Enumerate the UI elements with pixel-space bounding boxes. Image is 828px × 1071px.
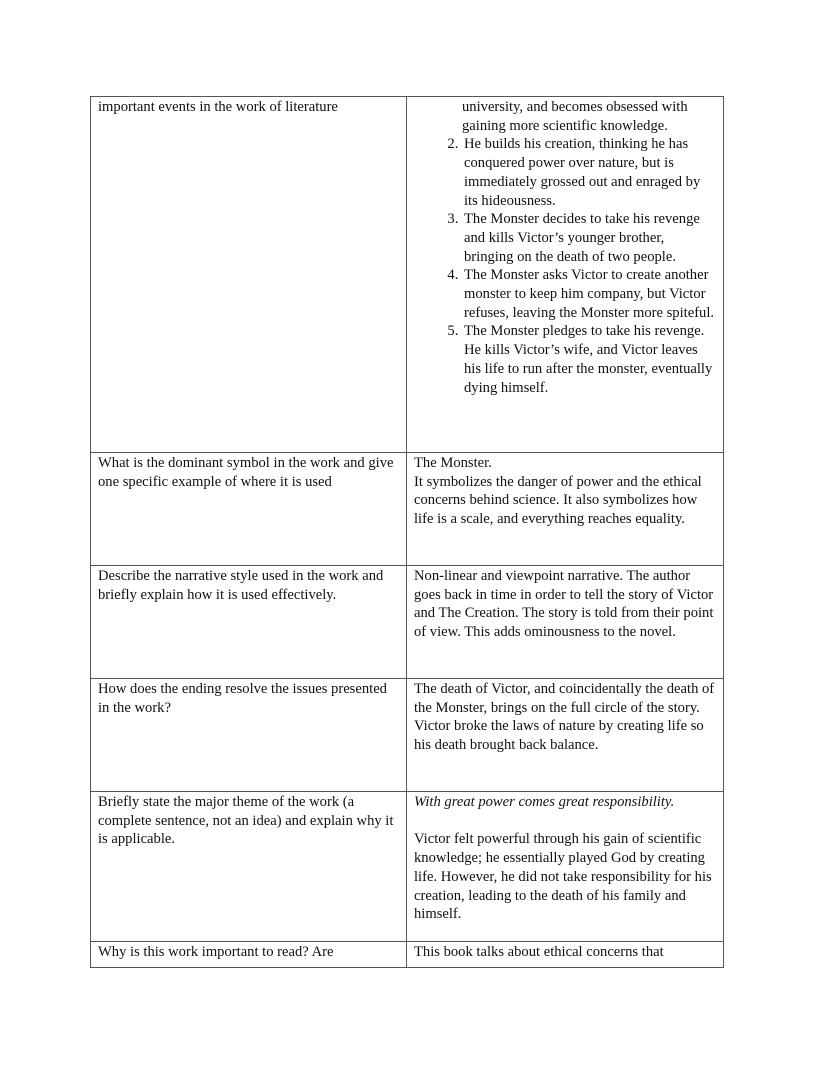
table-row-narrative-style bbox=[91, 566, 724, 679]
table-row-ending bbox=[91, 679, 724, 792]
answer-text: The death of Victor, and coincidentally the death of the Monster, brings on the full circle of the story. Victor broke the laws of nature by creating life so his death brought back balance. bbox=[414, 681, 715, 754]
literature-worksheet-table bbox=[90, 96, 724, 968]
table-row-dominant-symbol bbox=[91, 453, 724, 566]
answer-cell bbox=[407, 792, 724, 942]
question-cell bbox=[91, 566, 407, 679]
paragraph-spacer bbox=[414, 812, 716, 831]
question-text: Briefly state the major theme of the work (a complete sentence, not an idea) and explain why it is applicable. bbox=[98, 794, 394, 848]
question-text: Why is this work important to read? Are bbox=[98, 944, 334, 960]
list-item: 2. He builds his creation, thinking he has conquered power over nature, but is immediately grossed out and enraged by its hideousness. bbox=[462, 135, 716, 210]
answer-cell bbox=[407, 566, 724, 679]
question-text: Describe the narrative style used in the work and briefly explain how it is used effectively. bbox=[98, 568, 384, 603]
events-list bbox=[414, 135, 716, 397]
list-item: 4. The Monster asks Victor to create another monster to keep him company, but Victor refuses, leaving the Monster more spiteful. bbox=[462, 266, 716, 322]
theme-statement: With great power comes great responsibility. bbox=[414, 794, 675, 810]
question-text: How does the ending resolve the issues presented in the work? bbox=[98, 681, 387, 716]
list-item: 3. The Monster decides to take his revenge and kills Victor’s younger brother, bringing on the death of two people. bbox=[462, 210, 716, 266]
answer-text: It symbolizes the danger of power and the ethical concerns behind science. It also symbolizes how life is a scale, and everything reaches equality. bbox=[414, 473, 702, 528]
answer-continuation-text: university, and becomes obsessed with gaining more scientific knowledge. bbox=[462, 99, 688, 134]
question-cell bbox=[91, 942, 407, 968]
question-cell bbox=[91, 792, 407, 942]
answer-cell bbox=[407, 942, 724, 968]
question-text: important events in the work of literature bbox=[98, 99, 338, 115]
table-row-importance bbox=[91, 942, 724, 968]
table-row-important-events bbox=[91, 97, 724, 453]
question-cell bbox=[91, 679, 407, 792]
answer-cell bbox=[407, 97, 724, 453]
question-cell bbox=[91, 97, 407, 453]
answer-cell bbox=[407, 679, 724, 792]
question-text: What is the dominant symbol in the work and give one specific example of where it is used bbox=[98, 455, 394, 490]
list-item: 5. The Monster pledges to take his revenge. He kills Victor’s wife, and Victor leaves his life to run after the monster, eventually dying himself. bbox=[462, 322, 716, 397]
question-cell bbox=[91, 453, 407, 566]
answer-cell bbox=[407, 453, 724, 566]
table-row-major-theme bbox=[91, 792, 724, 942]
answer-text: Non-linear and viewpoint narrative. The author goes back in time in order to tell the story of Victor and The Creation. The story is told from their point of view. This adds ominousness to the novel. bbox=[414, 568, 714, 641]
answer-text: This book talks about ethical concerns that bbox=[414, 944, 664, 960]
answer-text: Victor felt powerful through his gain of scientific knowledge; he essentially played God by creating life. However, he did not take responsibility for his creation, leading to the death of his family and himself. bbox=[414, 831, 712, 923]
answer-text: The Monster. bbox=[414, 455, 492, 471]
